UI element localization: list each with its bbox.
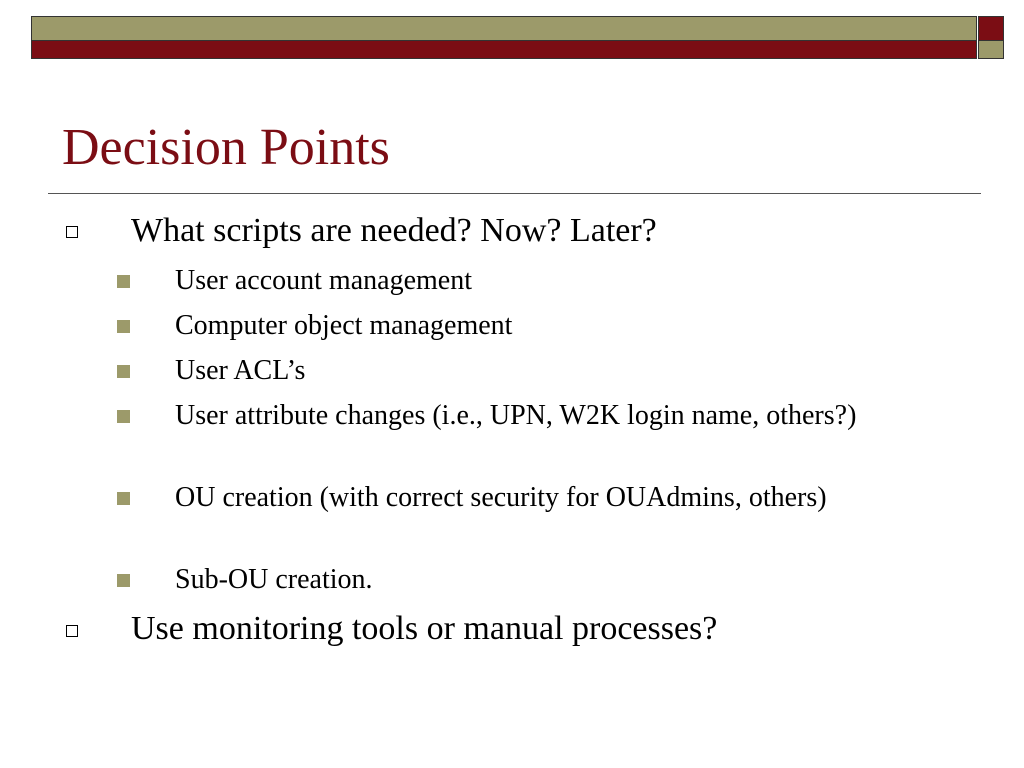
filled-square-icon bbox=[117, 275, 130, 288]
sub-bullet-item: OU creation (with correct security for OUAdmins, others) bbox=[175, 482, 827, 513]
sub-bullet-item: User attribute changes (i.e., UPN, W2K login name, others?) bbox=[175, 400, 857, 431]
filled-square-icon bbox=[117, 410, 130, 423]
sub-bullet-item: Computer object management bbox=[175, 310, 513, 341]
sub-bullet-item: User account management bbox=[175, 265, 472, 296]
bullet-item: Use monitoring tools or manual processes? bbox=[131, 610, 718, 647]
sub-bullet-item: Sub-OU creation. bbox=[175, 564, 373, 595]
sub-bullet-item: User ACL’s bbox=[175, 355, 306, 386]
filled-square-icon bbox=[117, 574, 130, 587]
slide-title: Decision Points bbox=[62, 119, 390, 176]
hollow-square-icon bbox=[66, 625, 78, 637]
filled-square-icon bbox=[117, 320, 130, 333]
hollow-square-icon bbox=[66, 226, 78, 238]
filled-square-icon bbox=[117, 492, 130, 505]
filled-square-icon bbox=[117, 365, 130, 378]
bullet-item: What scripts are needed? Now? Later? bbox=[131, 212, 657, 249]
